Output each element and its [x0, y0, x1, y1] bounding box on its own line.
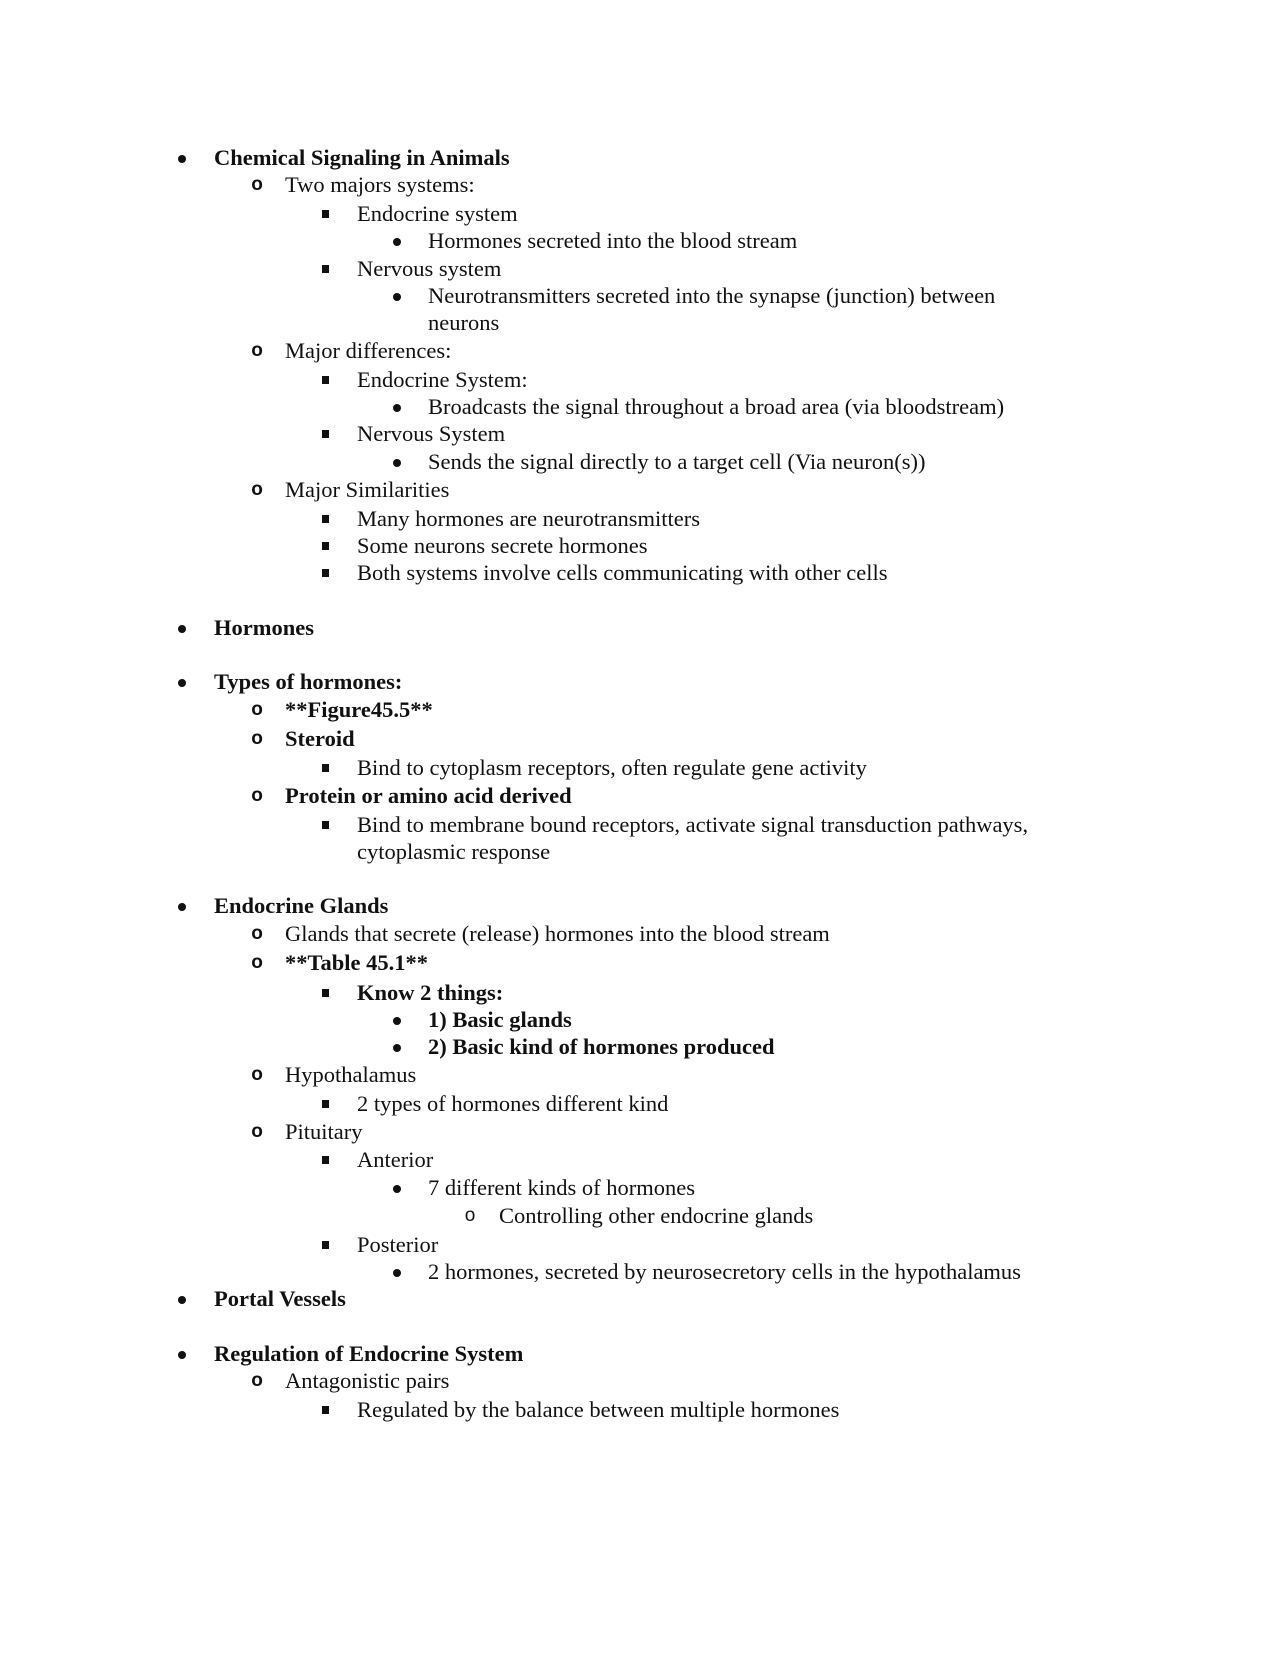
list-item-text: Glands that secrete (release) hormones into the blood stream: [285, 921, 830, 946]
bullet-circle-icon: o: [251, 174, 263, 195]
list-item-text: Both systems involve cells communicating with other cells: [357, 560, 888, 585]
list-item-text: 2 types of hormones different kind: [357, 1091, 669, 1116]
list-item-text: Hypothalamus: [285, 1062, 417, 1087]
list-item-text: Endocrine system: [357, 201, 518, 226]
bullet-circle-icon: o: [251, 785, 263, 806]
list-item-text: Protein or amino acid derived: [285, 783, 572, 808]
list-item-text: Nervous System: [357, 421, 506, 446]
list-item-text: 1) Basic glands: [428, 1007, 572, 1032]
list-item-text: Know 2 things:: [357, 980, 504, 1005]
list-item-text: Bind to cytoplasm receptors, often regulate gene activity: [357, 755, 867, 780]
list-item-text: Two majors systems:: [285, 172, 475, 197]
bullet-circle-icon: o: [251, 479, 263, 500]
bullet-circle-icon: o: [251, 728, 263, 749]
list-item-text: **Figure45.5**: [285, 697, 433, 722]
list-item-text: Regulation of Endocrine System: [214, 1341, 524, 1366]
list-item-text: Anterior: [357, 1147, 434, 1172]
list-item-text: Endocrine Glands: [214, 893, 389, 918]
bullet-circle-icon: o: [251, 923, 263, 944]
bullet-circle-icon: o: [464, 1205, 476, 1226]
list-item-text: Regulated by the balance between multiple hormones: [357, 1397, 840, 1422]
list-item-text: Major differences:: [285, 338, 452, 363]
list-item-text: Hormones secreted into the blood stream: [428, 228, 798, 253]
list-item-text: neurons: [428, 310, 500, 335]
list-item-text: Types of hormones:: [214, 669, 403, 694]
list-item-text: **Table 45.1**: [285, 950, 428, 975]
list-item-text: 7 different kinds of hormones: [428, 1175, 696, 1200]
list-item-text: Bind to membrane bound receptors, activate signal transduction pathways,: [357, 812, 1029, 837]
list-item-text: cytoplasmic response: [357, 839, 551, 864]
bullet-circle-icon: o: [251, 340, 263, 361]
list-item-text: Pituitary: [285, 1119, 363, 1144]
list-item-text: Broadcasts the signal throughout a broad area (via bloodstream): [428, 394, 1005, 419]
list-item-text: Major Similarities: [285, 477, 450, 502]
list-item-text: 2 hormones, secreted by neurosecretory cells in the hypothalamus: [428, 1259, 1021, 1284]
list-item-text: Sends the signal directly to a target cell (Via neuron(s)): [428, 449, 926, 474]
bullet-circle-icon: o: [251, 699, 263, 720]
list-item-text: Controlling other endocrine glands: [499, 1203, 814, 1228]
bullet-circle-icon: o: [251, 1121, 263, 1142]
list-item-text: Some neurons secrete hormones: [357, 533, 648, 558]
bullet-circle-icon: o: [251, 952, 263, 973]
list-item-text: Chemical Signaling in Animals: [214, 145, 510, 170]
list-item-text: Many hormones are neurotransmitters: [357, 506, 701, 531]
list-item-text: Nervous system: [357, 256, 502, 281]
list-item-text: Hormones: [214, 615, 314, 640]
list-item-text: Steroid: [285, 726, 355, 751]
list-item-text: Posterior: [357, 1232, 439, 1257]
list-item-text: Portal Vessels: [214, 1286, 346, 1311]
bullet-circle-icon: o: [251, 1370, 263, 1391]
list-item-text: Antagonistic pairs: [285, 1368, 450, 1393]
list-item-text: 2) Basic kind of hormones produced: [428, 1034, 775, 1059]
list-item-text: Endocrine System:: [357, 367, 528, 392]
bullet-circle-icon: o: [251, 1064, 263, 1085]
list-item-text: Neurotransmitters secreted into the synapse (junction) between: [428, 283, 996, 308]
